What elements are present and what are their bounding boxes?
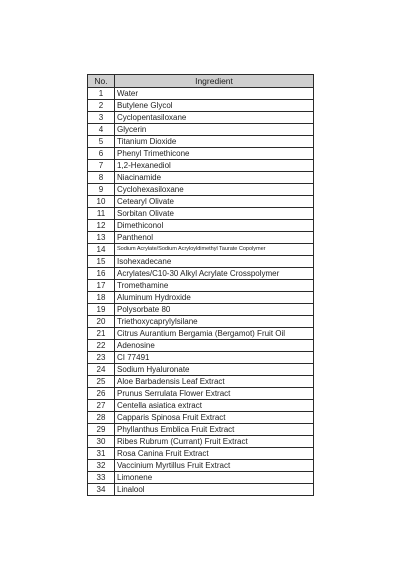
- ingredient-name: Sodium Hyaluronate: [115, 364, 314, 376]
- table-row: [88, 484, 314, 496]
- ingredient-name: Glycerin: [115, 124, 314, 136]
- ingredient-name: Ribes Rubrum (Currant) Fruit Extract: [115, 436, 314, 448]
- row-number: 14: [88, 244, 115, 256]
- ingredient-name: Tromethamine: [115, 280, 314, 292]
- ingredient-name: Limonene: [115, 472, 314, 484]
- table-row: [88, 244, 314, 256]
- row-number: 28: [88, 412, 115, 424]
- ingredient-name: CI 77491: [115, 352, 314, 364]
- table-row: [88, 328, 314, 340]
- row-number: 26: [88, 388, 115, 400]
- table-row: [88, 208, 314, 220]
- table-row: [88, 316, 314, 328]
- table-row: [88, 184, 314, 196]
- table-row: [88, 364, 314, 376]
- row-number: 27: [88, 400, 115, 412]
- row-number: 24: [88, 364, 115, 376]
- ingredient-name: Titanium Dioxide: [115, 136, 314, 148]
- table-row: [88, 376, 314, 388]
- ingredient-name: Dimethiconol: [115, 220, 314, 232]
- table-row: [88, 388, 314, 400]
- ingredient-name: Phyllanthus Emblica Fruit Extract: [115, 424, 314, 436]
- row-number: 8: [88, 172, 115, 184]
- ingredient-name: Water: [115, 88, 314, 100]
- table-row: [88, 196, 314, 208]
- table-row: [88, 472, 314, 484]
- ingredient-name: 1,2-Hexanediol: [115, 160, 314, 172]
- row-number: 17: [88, 280, 115, 292]
- table-row: [88, 340, 314, 352]
- table-row: [88, 112, 314, 124]
- row-number: 22: [88, 340, 115, 352]
- table-row: [88, 148, 314, 160]
- row-number: 23: [88, 352, 115, 364]
- ingredient-name: Niacinamide: [115, 172, 314, 184]
- ingredient-name: Adenosine: [115, 340, 314, 352]
- ingredient-name: Aloe Barbadensis Leaf Extract: [115, 376, 314, 388]
- table-row: [88, 292, 314, 304]
- ingredient-sheet: [87, 74, 313, 496]
- table-row: [88, 304, 314, 316]
- row-number: 13: [88, 232, 115, 244]
- table-row: [88, 88, 314, 100]
- ingredient-name: Vaccinium Myrtillus Fruit Extract: [115, 460, 314, 472]
- row-number: 21: [88, 328, 115, 340]
- table-row: [88, 232, 314, 244]
- row-number: 18: [88, 292, 115, 304]
- ingredient-name: Phenyl Trimethicone: [115, 148, 314, 160]
- ingredient-name: Prunus Serrulata Flower Extract: [115, 388, 314, 400]
- ingredient-rows: [88, 88, 314, 496]
- table-row: [88, 280, 314, 292]
- table-row: [88, 412, 314, 424]
- ingredient-name: Panthenol: [115, 232, 314, 244]
- table-row: [88, 136, 314, 148]
- table-row: [88, 352, 314, 364]
- table-row: [88, 436, 314, 448]
- row-number: 31: [88, 448, 115, 460]
- ingredient-name: Sodium Acrylate/Sodium Acryloyldimethyl Taurate Copolymer: [115, 244, 314, 256]
- row-number: 11: [88, 208, 115, 220]
- row-number: 25: [88, 376, 115, 388]
- ingredient-name: Cetearyl Olivate: [115, 196, 314, 208]
- ingredient-name: Centella asiatica extract: [115, 400, 314, 412]
- ingredient-name: Rosa Canina Fruit Extract: [115, 448, 314, 460]
- ingredient-name: Triethoxycaprylylsilane: [115, 316, 314, 328]
- ingredient-name: Cyclohexasiloxane: [115, 184, 314, 196]
- row-number: 20: [88, 316, 115, 328]
- table-row: [88, 172, 314, 184]
- ingredient-table: [87, 74, 314, 496]
- row-number: 9: [88, 184, 115, 196]
- ingredient-name: Sorbitan Olivate: [115, 208, 314, 220]
- row-number: 7: [88, 160, 115, 172]
- table-row: [88, 100, 314, 112]
- row-number: 2: [88, 100, 115, 112]
- ingredient-name: Linalool: [115, 484, 314, 496]
- row-number: 16: [88, 268, 115, 280]
- row-number: 33: [88, 472, 115, 484]
- table-row: [88, 256, 314, 268]
- row-number: 12: [88, 220, 115, 232]
- table-row: [88, 448, 314, 460]
- row-number: 10: [88, 196, 115, 208]
- table-row: [88, 460, 314, 472]
- table-row: [88, 124, 314, 136]
- ingredient-name: Aluminum Hydroxide: [115, 292, 314, 304]
- table-row: [88, 220, 314, 232]
- row-number: 5: [88, 136, 115, 148]
- row-number: 32: [88, 460, 115, 472]
- row-number: 4: [88, 124, 115, 136]
- table-header-row: [88, 75, 314, 88]
- ingredient-name: Isohexadecane: [115, 256, 314, 268]
- ingredient-name: Cyclopentasiloxane: [115, 112, 314, 124]
- row-number: 3: [88, 112, 115, 124]
- ingredient-name: Polysorbate 80: [115, 304, 314, 316]
- table-row: [88, 424, 314, 436]
- table-row: [88, 400, 314, 412]
- row-number: 19: [88, 304, 115, 316]
- ingredient-name: Acrylates/C10-30 Alkyl Acrylate Crosspolymer: [115, 268, 314, 280]
- row-number: 15: [88, 256, 115, 268]
- table-row: [88, 268, 314, 280]
- row-number: 6: [88, 148, 115, 160]
- ingredient-name: Butylene Glycol: [115, 100, 314, 112]
- table-row: [88, 160, 314, 172]
- ingredient-name: Citrus Aurantium Bergamia (Bergamot) Fruit Oil: [115, 328, 314, 340]
- ingredient-column-header: Ingredient: [115, 75, 314, 88]
- ingredient-name: Capparis Spinosa Fruit Extract: [115, 412, 314, 424]
- row-number: 30: [88, 436, 115, 448]
- row-number: 34: [88, 484, 115, 496]
- row-number: 1: [88, 88, 115, 100]
- row-number: 29: [88, 424, 115, 436]
- no-column-header: No.: [88, 75, 115, 88]
